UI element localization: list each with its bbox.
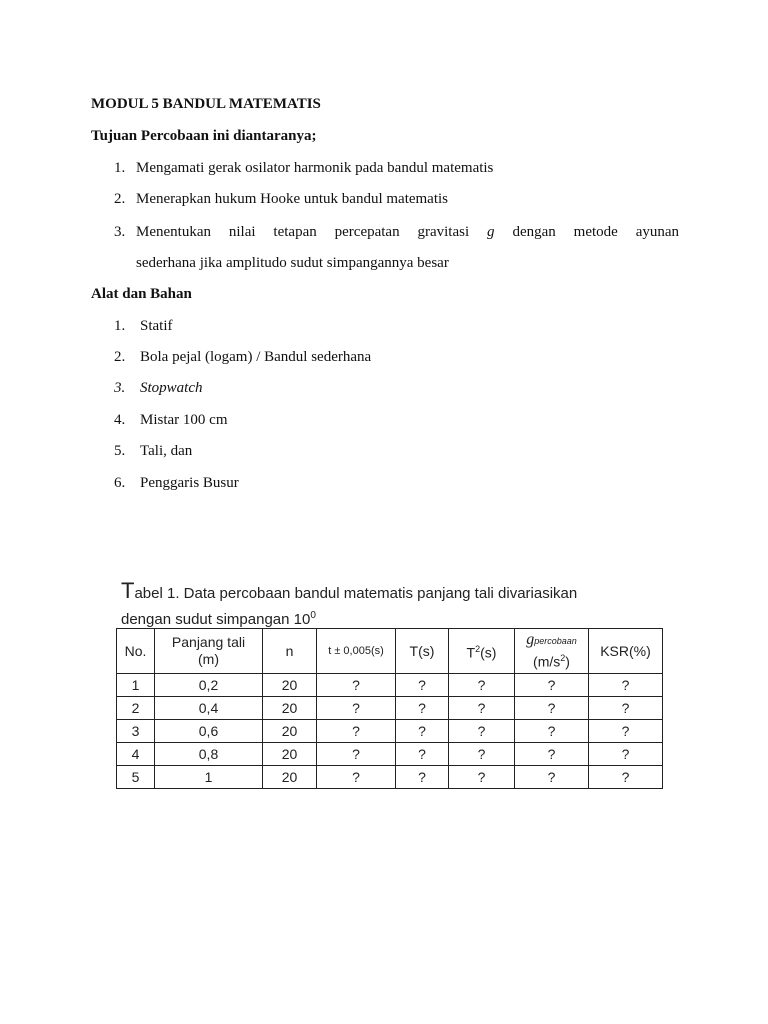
cell-no: 5 [117, 766, 155, 789]
cell-no: 4 [117, 743, 155, 766]
cell-n: 20 [263, 766, 317, 789]
tujuan-item-3-text-b: dengan metode ayunan [512, 224, 680, 240]
tujuan-item-3-number: 3. [114, 224, 126, 240]
cell-ksr: ? [589, 766, 663, 789]
header-panjang-line-2: (m) [198, 651, 219, 667]
header-g-unit-sup: 2 [560, 653, 566, 664]
tujuan-heading: Tujuan Percobaan ini diantaranya; [91, 128, 317, 144]
alat-item-1-number: 1. [114, 318, 126, 334]
table-row [117, 766, 663, 789]
table-caption [121, 580, 626, 631]
header-t: t ± 0,005(s) [317, 629, 396, 674]
alat-item-5-text: Tali, dan [140, 443, 193, 459]
cell-panjang: 1 [155, 766, 263, 789]
cell-ksr: ? [589, 674, 663, 697]
header-n: n [263, 629, 317, 674]
tujuan-item-3-text-a: Menentukan nilai tetapan percepatan gravitasi [136, 224, 470, 240]
caption-superscript: 0 [310, 610, 316, 621]
table-header-row [117, 629, 663, 674]
header-T-squared [449, 629, 515, 674]
header-g-symbol: g [526, 631, 535, 649]
table-row [117, 697, 663, 720]
document-title: MODUL 5 BANDUL MATEMATIS [91, 96, 321, 112]
alat-item-6-number: 6. [114, 475, 126, 491]
cell-g: ? [515, 697, 589, 720]
header-no: No. [117, 629, 155, 674]
cell-ksr: ? [589, 743, 663, 766]
cell-t: ? [317, 674, 396, 697]
cell-panjang: 0,6 [155, 720, 263, 743]
table-row [117, 674, 663, 697]
header-T2-unit: (s) [480, 644, 497, 661]
alat-heading: Alat dan Bahan [91, 286, 192, 302]
cell-T: ? [396, 674, 449, 697]
header-T2-base: T [466, 644, 476, 661]
tujuan-item-2-number: 2. [114, 191, 126, 207]
alat-item-3-text: Stopwatch [140, 380, 203, 396]
cell-panjang: 0,4 [155, 697, 263, 720]
header-panjang-tali [155, 629, 263, 674]
cell-T2: ? [449, 743, 515, 766]
cell-no: 3 [117, 720, 155, 743]
cell-panjang: 0,8 [155, 743, 263, 766]
tujuan-item-1-number: 1. [114, 160, 126, 176]
cell-no: 2 [117, 697, 155, 720]
alat-item-4-text: Mistar 100 cm [140, 412, 228, 428]
cell-n: 20 [263, 697, 317, 720]
caption-text: abel 1. Data percobaan bandul matematis panjang tali divariasikan dengan sudut simpangan 10 [121, 585, 578, 628]
cell-n: 20 [263, 720, 317, 743]
header-g-subscript: percobaan [534, 636, 577, 647]
alat-item-3-number: 3. [114, 380, 126, 396]
header-g-unit-a: (m/s [533, 653, 561, 670]
cell-no: 1 [117, 674, 155, 697]
cell-T: ? [396, 720, 449, 743]
header-g-unit-b: ) [565, 653, 570, 670]
cell-T: ? [396, 766, 449, 789]
cell-T: ? [396, 743, 449, 766]
alat-item-6-text: Penggaris Busur [140, 475, 239, 491]
cell-panjang: 0,2 [155, 674, 263, 697]
cell-t: ? [317, 697, 396, 720]
cell-ksr: ? [589, 720, 663, 743]
cell-T2: ? [449, 674, 515, 697]
header-T2-sup: 2 [475, 643, 481, 654]
table-row [117, 743, 663, 766]
cell-T2: ? [449, 766, 515, 789]
alat-item-1-text: Statif [140, 318, 173, 334]
cell-g: ? [515, 720, 589, 743]
alat-item-2-number: 2. [114, 349, 126, 365]
cell-n: 20 [263, 743, 317, 766]
caption-first-letter: T [121, 578, 135, 603]
tujuan-item-3-line-2: sederhana jika amplitudo sudut simpangannya besar [136, 255, 449, 271]
header-panjang-line-1: Panjang tali [171, 634, 246, 650]
tujuan-item-3-line-1 [136, 224, 679, 241]
cell-ksr: ? [589, 697, 663, 720]
header-T: T(s) [396, 629, 449, 674]
cell-g: ? [515, 674, 589, 697]
data-table [116, 628, 663, 789]
cell-g: ? [515, 743, 589, 766]
tujuan-item-2-text: Menerapkan hukum Hooke untuk bandul matematis [136, 191, 449, 207]
tujuan-item-1-text: Mengamati gerak osilator harmonik pada bandul matematis [136, 160, 494, 176]
cell-t: ? [317, 766, 396, 789]
alat-item-4-number: 4. [114, 412, 126, 428]
cell-t: ? [317, 743, 396, 766]
cell-T2: ? [449, 720, 515, 743]
table-row [117, 720, 663, 743]
gravity-symbol: g [487, 224, 495, 240]
cell-T2: ? [449, 697, 515, 720]
header-ksr: KSR(%) [589, 629, 663, 674]
cell-n: 20 [263, 674, 317, 697]
cell-g: ? [515, 766, 589, 789]
cell-t: ? [317, 720, 396, 743]
cell-T: ? [396, 697, 449, 720]
alat-item-5-number: 5. [114, 443, 126, 459]
alat-item-2-text: Bola pejal (logam) / Bandul sederhana [140, 349, 372, 365]
header-g-percobaan [515, 629, 589, 674]
